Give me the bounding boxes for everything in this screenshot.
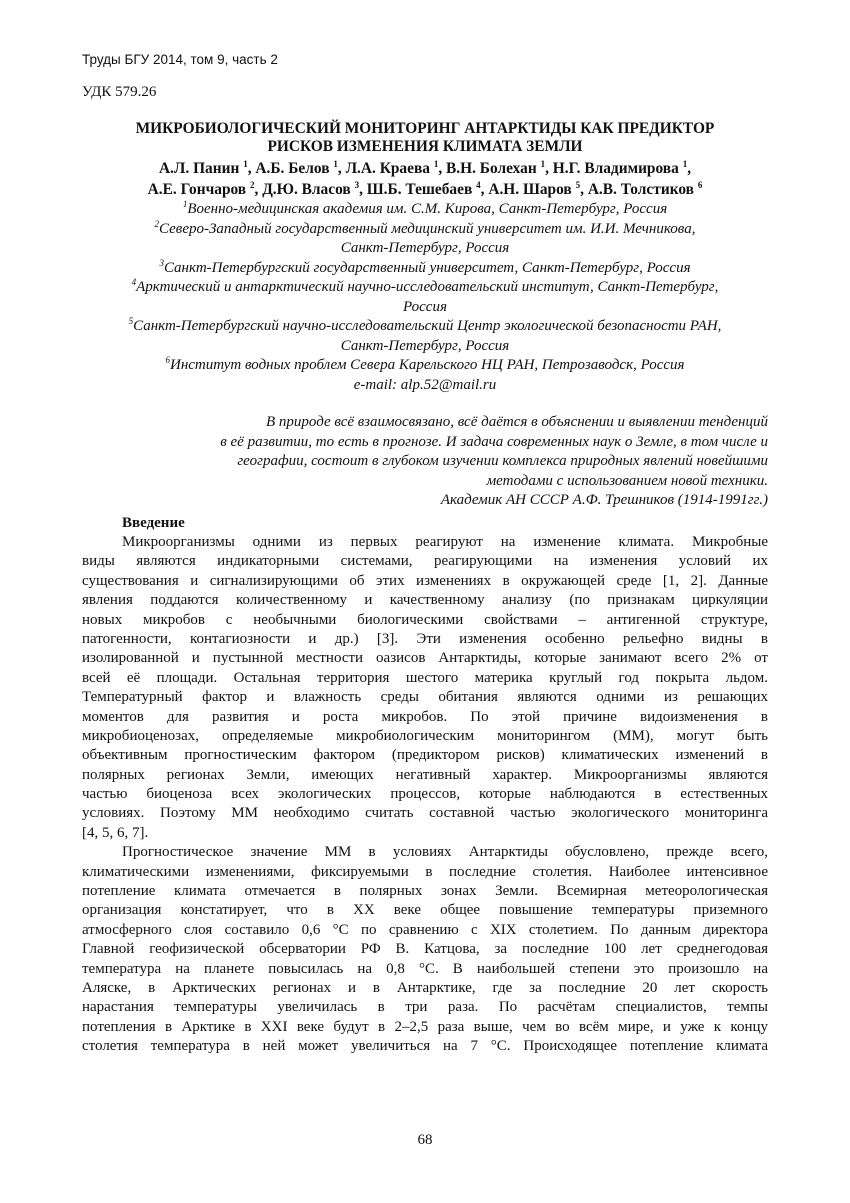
paragraph-line: частью биоценоза всех экологических процессов, которые наблюдаются в естественных — [82, 786, 768, 803]
page-number: 68 — [417, 1132, 433, 1148]
paragraph-line: патогенности, контагиозности и др.) [3]. Эти изменения особенно рельефно видны в — [82, 630, 768, 647]
author-aff: 5 — [575, 179, 581, 190]
paragraph-line: атмосферного слоя составило 0,6 °С по сравнению с XIX столетием. По данным директора — [82, 921, 768, 938]
author-aff: 2 — [249, 179, 255, 190]
paragraph-line: нарастания температуры увеличилась в три раза. По расчётам специалистов, темпы — [82, 999, 768, 1016]
paragraph-line: объективным прогностическим фактором (предиктором рисков) климатических изменений в — [82, 747, 768, 764]
paragraph-line: полярных регионах Земли, имеющих негативный характер. Микроорганизмы являются — [82, 766, 768, 783]
affiliation-continuation: Россия — [403, 298, 447, 315]
author-aff: 4 — [476, 179, 481, 190]
author-name: А.Н. Шаров — [488, 181, 572, 198]
epigraph-line: географии, состоит в глубоком изучении комплекса природных явлений новейшими — [237, 453, 768, 469]
title-line: МИКРОБИОЛОГИЧЕСКИЙ МОНИТОРИНГ АНТАРКТИДЫ КАК ПРЕДИКТОР — [135, 120, 715, 137]
paragraph-line: изолированной и пустынной местности оазисов Антарктиды, которые занимают всего 2% от — [82, 650, 768, 667]
author-name: Л.А. Краева — [345, 160, 430, 177]
author-name: А.Л. Панин — [158, 160, 240, 177]
affiliation-continuation: Санкт-Петербург, Россия — [340, 337, 510, 354]
author-list — [82, 158, 768, 200]
affiliation: $^4$Арктический и антарктический научно-исследовательский институт, Санкт-Петербург, — [131, 277, 719, 295]
author-line: А.Л. Панин $^1$, А.Б. Белов $^1$, Л.А. Краева $^1$, В.Н. Болехан $^1$, Н.Г. Владимирова $^1$, — [158, 158, 692, 177]
body-text — [82, 533, 768, 1057]
author-aff: 3 — [354, 179, 360, 190]
author-name: Ш.Б. Тешебаев — [366, 181, 473, 198]
affiliation: $^3$Санкт-Петербургский государственный университет, Санкт-Петербург, Россия — [159, 257, 691, 276]
paragraph-line: потепление климата отмечается в полярных зонах Земли. Всемирная метеорологическая — [82, 883, 768, 900]
journal-header: Труды БГУ 2014, том 9, часть 2 — [82, 52, 278, 67]
paragraph-line: Аляске, в Арктических регионах и в Антарктике, где за последние 20 лет скорость — [82, 979, 768, 996]
paragraph-line: климатическими изменениями, фиксируемыми в последние столетия. Наиболее интенсивное — [82, 863, 768, 880]
paragraph-line: Главной геофизической обсерватории РФ В. Катцова, за последние 100 лет среднегодовая — [82, 941, 768, 958]
affiliation: $^5$Санкт-Петербургский научно-исследовательский Центр экологической безопасности РАН, — [128, 316, 722, 334]
author-aff: 1 — [682, 158, 688, 169]
paragraph-line: температура на планете повысилась на 0,8 °С. В наибольшей степени это произошло на — [82, 960, 768, 977]
paragraph-line: Температурный фактор и влажность среды обитания являются одними из решающих — [82, 689, 768, 706]
epigraph — [128, 413, 768, 511]
author-name: Д.Ю. Власов — [262, 181, 351, 198]
paragraph-line: виды являются индикаторными системами, реагирующими на изменения условий их — [82, 553, 768, 570]
author-aff: 1 — [540, 158, 546, 169]
paragraph-line: [4, 5, 6, 7]. — [82, 824, 149, 841]
paragraph-line: микробиоценозах, определяемые микробиологическим мониторингом (ММ), могут быть — [82, 727, 768, 744]
paragraph-line: столетия температура в ней может увеличиться на 7 °С. Происходящее потепление климата — [82, 1038, 768, 1055]
author-line: А.Е. Гончаров $^2$, Д.Ю. Власов $^3$, Ш.Б. Тешебаев $^4$, А.Н. Шаров $^5$, А.В. Толстиков $^6$ — [147, 179, 703, 198]
author-name: В.Н. Болехан — [446, 160, 537, 177]
paragraph-line: Прогностическое значение ММ в условиях Антарктиды обусловлено, прежде всего, — [122, 844, 768, 861]
epigraph-line: в её развитии, то есть в прогнозе. И задача современных наук о Земле, в том числе и — [220, 433, 768, 450]
author-aff: 1 — [243, 158, 248, 169]
affiliation-list — [82, 200, 768, 395]
title-line: РИСКОВ ИЗМЕНЕНИЯ КЛИМАТА ЗЕМЛИ — [267, 138, 583, 155]
paragraph-line: явления поддаются количественному и качественному анализу (по признакам циркуляции — [82, 592, 768, 609]
paragraph-line: моментов для развития и роста микробов. По этой причине видоизменения в — [82, 708, 768, 725]
email-link[interactable]: e-mail: alp.52@mail.ru — [353, 376, 497, 393]
paragraph-line: Микроорганизмы одними из первых реагируют на изменение климата. Микробные — [122, 534, 768, 550]
author-name: А.Е. Гончаров — [147, 181, 247, 198]
udk-code: УДК 579.26 — [82, 84, 157, 100]
affiliation: $^1$Военно-медицинская академия им. С.М. Кирова, Санкт-Петербург, Россия — [182, 199, 668, 217]
affiliation: $^6$Институт водных проблем Севера Карельского НЦ РАН, Петрозаводск, Россия — [165, 355, 685, 373]
paragraph-line: существования и сигнализирующими об этих изменениях в окружающей среде [1, 2]. Данные — [82, 572, 768, 589]
author-aff: 6 — [697, 179, 703, 190]
epigraph-attribution: Академик АН СССР А.Ф. Трешников (1914-1991гг.) — [440, 492, 768, 508]
paragraph-line: новых микробов с необычными биологическими свойствами – антигенной структуре, — [82, 611, 768, 628]
author-aff: 1 — [333, 158, 338, 169]
epigraph-line: методами с использованием новой техники. — [486, 472, 768, 489]
epigraph-line: В природе всё взаимосвязано, всё даётся в объяснении и выявлении тенденций — [266, 414, 768, 430]
paragraph-line: потепления в Арктике в XXI веке будут в 2–2,5 раза выше, чем во всём мире, и уже к концу — [82, 1018, 768, 1035]
section-heading: Введение — [122, 515, 185, 531]
paragraph-line: условиях. Поэтому ММ необходимо считать составной частью экологического мониторинга — [82, 805, 768, 822]
affiliation-continuation: Санкт-Петербург, Россия — [340, 240, 510, 256]
affiliation: $^2$Северо-Западный государственный медицинский университет им. И.И. Мечникова, — [154, 218, 696, 237]
author-aff: 1 — [433, 158, 439, 169]
author-name: А.Б. Белов — [255, 160, 330, 177]
paragraph-line: организация констатирует, что в XX веке общее повышение температуры приземного — [82, 902, 768, 919]
paragraph-line: всей её площади. Остальная территория шестого материка круглый год покрыта льдом. — [82, 669, 768, 686]
author-name: Н.Г. Владимирова — [552, 160, 679, 177]
article-title — [82, 120, 768, 156]
author-name: А.В. Толстиков — [587, 181, 694, 198]
